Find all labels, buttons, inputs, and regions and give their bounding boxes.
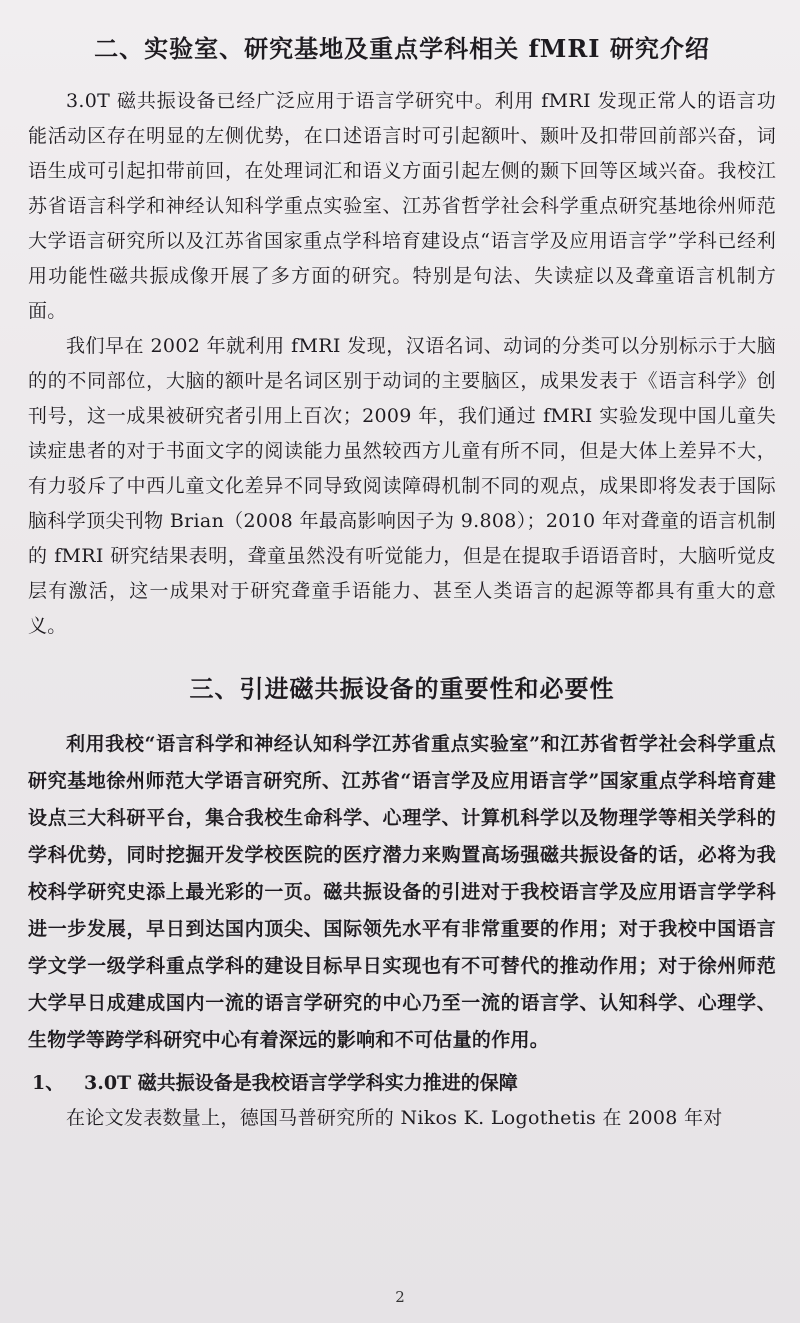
section3-body xyxy=(28,726,776,1059)
section2-paragraph-1: 3.0T 磁共振设备已经广泛应用于语言学研究中。利用 fMRI 发现正常人的语言功能活动区存在明显的左侧优势，在口述语言时可引起额叶、颞叶及扣带回前部兴奋，词语生成可引起扣带前回，在处理词汇和语义方面引起左侧的颞下回等区域兴奋。我校江苏省语言科学和神经认知科学重点实验室、江苏省哲学社会科学重点研究基地徐州师范大学语言研究所以及江苏省国家重点学科培育建设点“语言学及应用语言学”学科已经利用功能性磁共振成像开展了多方面的研究。特别是句法、失读症以及聋童语言机制方面。 xyxy=(28,90,776,322)
section3-paragraph-1: 利用我校“语言科学和神经认知科学江苏省重点实验室”和江苏省哲学社会科学重点研究基地徐州师范大学语言研究所、江苏省“语言学及应用语言学”国家重点学科培育建设点三大科研平台，集合我校生命科学、心理学、计算机科学以及物理学等相关学科的学科优势，同时挖掘开发学校医院的医疗潜力来购置高场强磁共振设备的话，必将为我校科学研究史添上最光彩的一页。磁共振设备的引进对于我校语言学及应用语言学学科进一步发展，早日到达国内顶尖、国际领先水平有非常重要的作用；对于我校中国语言学文学一级学科重点学科的建设目标早日实现也有不可替代的推动作用；对于徐州师范大学早日成建成国内一流的语言学研究的中心乃至一流的语言学、认知科学、心理学、生物学等跨学科研究中心有着深远的影响和不可估量的作用。 xyxy=(28,733,776,1051)
section2-heading: 二、实验室、研究基地及重点学科相关 fMRI 研究介绍 xyxy=(94,34,710,63)
subsection-paragraph-start: 在论文发表数量上，德国马普研究所的 Nikos K. Logothetis 在 2008 年对 xyxy=(66,1107,723,1129)
section3-heading: 三、引进磁共振设备的重要性和必要性 xyxy=(189,674,615,703)
subsection-number: 1、 xyxy=(32,1072,65,1094)
section2-paragraph-2: 我们早在 2002 年就利用 fMRI 发现，汉语名词、动词的分类可以分别标示于大脑的的不同部位，大脑的额叶是名词区别于动词的主要脑区，成果发表于《语言科学》创刊号，这一成果被研究者引用上百次；2009 年，我们通过 fMRI 实验发现中国儿童失读症患者的对于书面文字的阅读能力虽然较西方儿童有所不同，但是大体上差异不大，有力驳斥了中西儿童文化差异不同导致阅读障碍机制不同的观点，成果即将发表于国际脑科学顶尖刊物 Brian（2008 年最高影响因子为 9.808）；2010 年对聋童的语言机制的 fMRI 研究结果表明，聋童虽然没有听觉能力，但是在提取手语语音时，大脑听觉皮层有激活，这一成果对于研究聋童手语能力、甚至人类语言的起源等都具有重大的意义。 xyxy=(28,335,776,637)
page-number: 2 xyxy=(395,1288,405,1306)
subsection-heading xyxy=(32,1065,776,1101)
subsection-title: 3.0T 磁共振设备是我校语言学学科实力推进的保障 xyxy=(84,1072,518,1094)
